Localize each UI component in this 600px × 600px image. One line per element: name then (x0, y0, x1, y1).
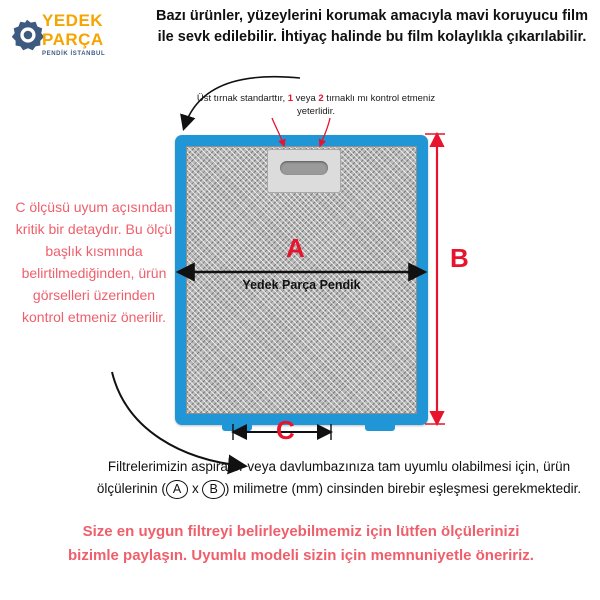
tirnak-note-text (196, 92, 436, 118)
bottom-note-part2: ) milimetre (mm) cinsinden birebir eşleşmesi gerekmektedir. (224, 481, 582, 496)
bottom-tab-right (365, 421, 395, 431)
tirnak-prefix: Üst tırnak standarttır, (196, 93, 288, 104)
bottom-note-text (90, 456, 588, 500)
dimension-label-a: A (286, 233, 305, 263)
dimension-label-b: B (450, 243, 469, 273)
logo-line-3: PENDİK İSTANBUL (42, 51, 106, 57)
diagram-brand-label: Yedek Parça Pendik (242, 278, 361, 292)
gear-icon (8, 16, 46, 54)
handle-slot (280, 161, 328, 175)
bottom-tab-left (222, 421, 252, 431)
bottom-red-text: Size en uygun filtreyi belirleyebilmemiz için lütfen ölçülerinizi bizimle paylaşın. Uyumlu modeli sizin için memnuniyetle öneririz. (68, 523, 534, 564)
filter-diagram (175, 135, 428, 425)
tirnak-count-two: 2 (318, 93, 324, 104)
dimension-label-c: C (276, 415, 295, 445)
top-note-text: Bazı ürünler, yüzeylerini korumak amacıyla mavi koruyucu film ile sevk edilebilir. İhtiyaç halinde bu film kolaylıkla çıkarılabilir. (156, 8, 588, 45)
tirnak-count-one: 1 (287, 93, 294, 104)
bottom-note-part1: Filtrelerimizin aspiratör veya davlumbazınıza tam uyumlu olabilmesi için, ürün ölçülerinin ( (96, 459, 571, 496)
logo-line-1: YEDEK (42, 11, 104, 30)
bottom-note-x: x (188, 481, 203, 496)
tirnak-suffix: tırnaklı mı kontrol etmeniz yeterlidir. (296, 93, 436, 117)
logo-line-2: PARÇA (42, 30, 104, 49)
left-note-text: C ölçüsü uyum açısından kritik bir detaydır. Bu ölçü başlık kısmında belirtilmediğinden, ürün görselleri üzerinden kontrol etmeniz önerilir. (15, 199, 173, 325)
brand-logo (6, 8, 146, 70)
bottom-note-a: A (166, 480, 188, 499)
filter-handle (267, 149, 341, 193)
tirnak-mid: veya (293, 93, 319, 104)
bottom-note-b: B (202, 480, 224, 499)
